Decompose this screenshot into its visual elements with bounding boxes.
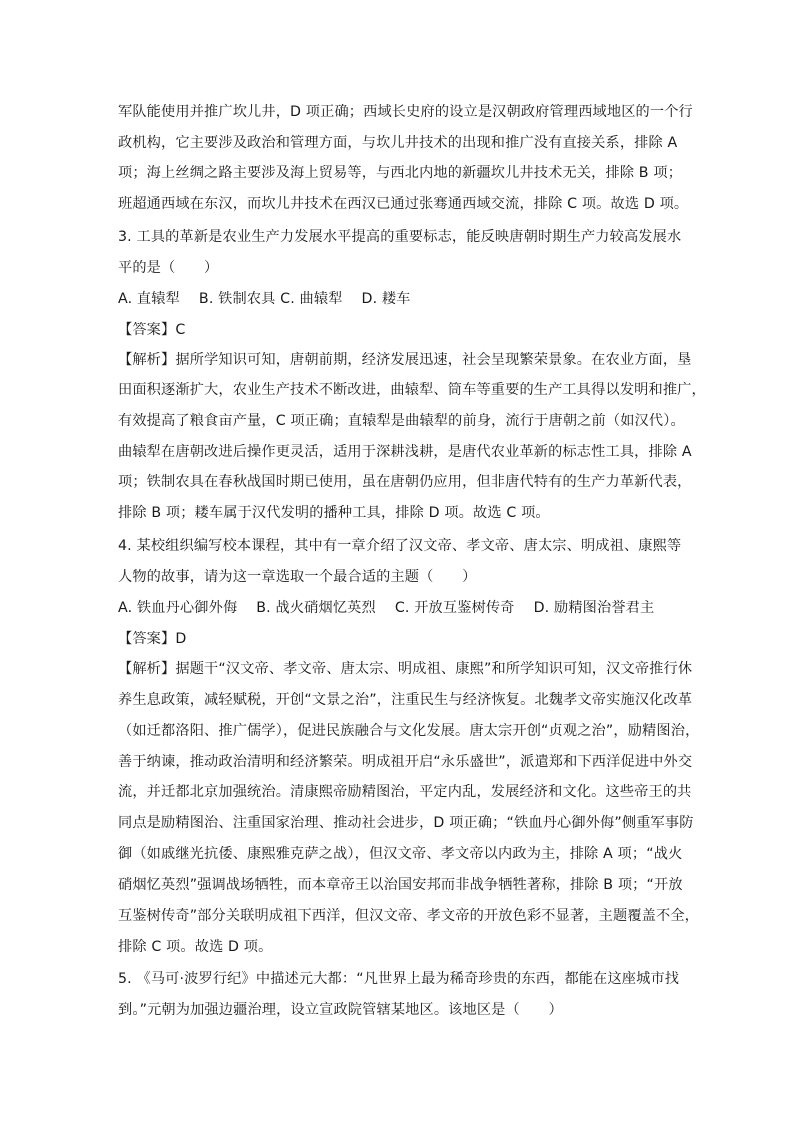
analysis-text: 排除 B 项；耧车属于汉代发明的播种工具，排除 D 项。故选 C 项。: [118, 505, 550, 521]
question-4-options: A. 铁血丹心御外侮 B. 战火硝烟忆英烈 C. 开放互鉴树传奇 D. 励精图治誉君主: [118, 600, 655, 616]
answer-label: 【答案】C: [118, 322, 186, 338]
answer-label: 【答案】D: [118, 631, 187, 647]
analysis-text: 互鉴树传奇”部分关联明成祖下西洋，但汉文帝、孝文帝的开放色彩不显著，主题覆盖不全，: [118, 908, 700, 924]
question-3-options: A. 直辕犁 B. 铁制农具 C. 曲辕犁 D. 耧车: [118, 291, 411, 307]
question-5-stem: 5. 《马可·波罗行纪》中描述元大都：“凡世界上最为稀奇珍贵的东西，都能在这座城市找: [118, 971, 680, 987]
analysis-text: 硝烟忆英烈”强调战场牺牲，而本章帝王以治国安邦而非战争牺牲著称，排除 B 项；“开放: [118, 877, 683, 893]
analysis-text: 曲辕犁在唐朝改进后操作更灵活，适用于深耕浅耕，是唐代农业革新的标志性工具，排除 A: [118, 444, 692, 460]
analysis-text: 善于纳谏，推动政治清明和经济繁荣。明成祖开启“永乐盛世”，派遣郑和下西洋促进中外交: [118, 754, 693, 770]
question-4-stem: 人物的故事，请为这一章选取一个最合适的主题（ ）: [118, 569, 477, 585]
text-line: 项；海上丝绸之路主要涉及海上贸易等，与西北内地的新疆坎儿井技术无关，排除 B 项；: [118, 165, 683, 181]
question-3-stem: 平的是（ ）: [118, 260, 219, 276]
question-4-stem: 4. 某校组织编写校本课程，其中有一章介绍了汉文帝、孝文帝、唐太宗、明成祖、康熙等: [118, 538, 682, 554]
analysis-text: 【解析】据题干“汉文帝、孝文帝、唐太宗、明成祖、康熙”和所学知识可知，汉文帝推行休: [118, 661, 693, 677]
analysis-text: 项；铁制农具在春秋战国时期已使用，虽在唐朝仍应用，但非唐代特有的生产力革新代表，: [118, 474, 692, 490]
analysis-text: 流，并迁都北京加强统治。清康熙帝励精图治，平定内乱，发展经济和文化。这些帝王的共: [118, 784, 692, 800]
analysis-text: 【解析】据所学知识可知，唐朝前期，经济发展迅速，社会呈现繁荣景象。在农业方面，垦: [118, 352, 692, 368]
question-5-stem: 到。”元朝为加强边疆治理，设立宣政院管辖某地区。该地区是（ ）: [118, 1002, 563, 1018]
analysis-text: 同点是励精图治、注重国家治理、推动社会进步，D 项正确；“铁血丹心御外侮”侧重军事防: [118, 815, 694, 831]
text-line: 政机构，它主要涉及政治和管理方面，与坎儿井技术的出现和推广没有直接关系，排除 A: [118, 135, 678, 151]
analysis-text: 排除 C 项。故选 D 项。: [118, 939, 273, 955]
text-line: 班超通西域在东汉，而坎儿井技术在西汉已通过张骞通西域交流，排除 C 项。故选 D 项。: [118, 196, 689, 212]
analysis-text: 御（如戚继光抗倭、康熙雅克萨之战），但汉文帝、孝文帝以内政为主，排除 A 项；“战火: [118, 846, 683, 862]
question-3-stem: 3. 工具的革新是农业生产力发展水平提高的重要标志，能反映唐朝时期生产力较高发展水: [118, 229, 682, 245]
text-line: 军队能使用并推广坎儿井，D 项正确；西域长史府的设立是汉朝政府管理西域地区的一个行: [118, 104, 693, 120]
analysis-text: 有效提高了粮食亩产量，C 项正确；直辕犁是曲辕犁的前身，流行于唐朝之前（如汉代）。: [118, 413, 685, 429]
analysis-text: 养生息政策，减轻赋税，开创“文景之治”，注重民生与经济恢复。北魏孝文帝实施汉化改革: [118, 692, 693, 708]
analysis-text: （如迁都洛阳、推广儒学），促进民族融合与文化发展。唐太宗开创“贞观之治”，励精图治，: [118, 723, 700, 739]
analysis-text: 田面积逐渐扩大，农业生产技术不断改进，曲辕犁、筒车等重要的生产工具得以发明和推广，: [118, 382, 706, 398]
